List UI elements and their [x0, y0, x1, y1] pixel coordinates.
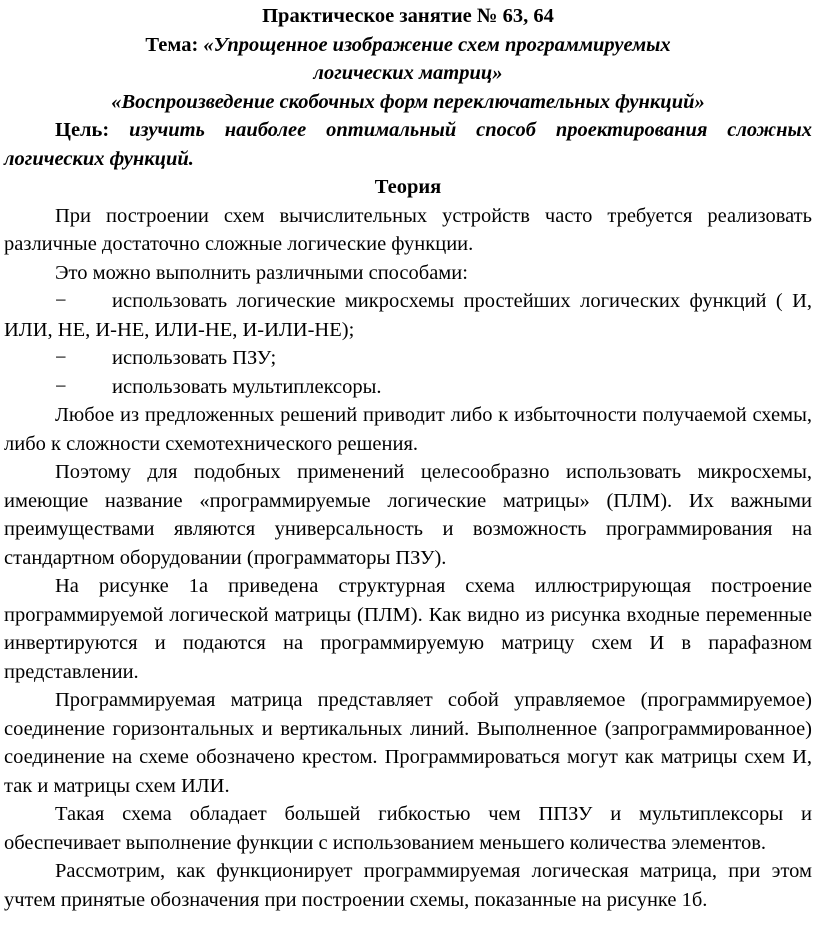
topic-label: Тема:	[145, 33, 204, 56]
list-item-text: использовать ПЗУ;	[112, 347, 277, 369]
dash-bullet: −	[55, 347, 67, 369]
list-item	[4, 287, 812, 344]
methods-list	[4, 287, 812, 401]
paragraph-4: Поэтому для подобных применений целесообразно использовать микросхемы, имеющие название «программируемые логические матрицы» (ПЛМ). Их важными преимуществами являются универсальность и возможность программирования на стандартном оборудовании (программаторы ПЗУ).	[4, 461, 812, 569]
list-item-text: использовать мультиплексоры.	[112, 375, 382, 398]
topic-line-3: «Воспроизведение скобочных форм переключательных функций»	[111, 90, 705, 113]
theory-heading: Теория	[374, 176, 442, 198]
paragraph-3: Любое из предложенных решений приводит либо к избыточности получаемой схемы, либо к сложности схемотехнического решения.	[4, 404, 812, 455]
list-item	[4, 373, 812, 402]
goal-label: Цель:	[55, 119, 110, 141]
paragraph-1: При построении схем вычислительных устройств часто требуется реализовать различные достаточно сложные логические функции.	[4, 204, 812, 255]
topic-line-1: «Упрощенное изображение схем программируемых	[203, 33, 671, 56]
goal-text: изучить наиболее оптимальный способ проектирования сложных логических функций.	[4, 119, 813, 170]
paragraph-8: Рассмотрим, как функционирует программируемая логическая матрица, при этом учтем принятые обозначения при построении схемы, показанные на рисунке 1б.	[4, 860, 812, 911]
paragraph-2: Это можно выполнить различными способами:	[55, 261, 468, 284]
topic-heading	[4, 31, 812, 60]
list-item	[4, 344, 812, 373]
goal-paragraph	[4, 116, 812, 173]
topic-line-2: логических матриц»	[313, 62, 503, 84]
document-title: Практическое занятие № 63, 64	[262, 5, 554, 27]
paragraph-6: Программируемая матрица представляет собой управляемое (программируемое) соединение горизонтальных и вертикальных линий. Выполненное (запрограммированное) соединение на схеме обозначено крестом. Программироваться могут как матрицы схем И, так и матрицы схем ИЛИ.	[4, 689, 812, 797]
dash-bullet: −	[55, 375, 67, 398]
paragraph-7: Такая схема обладает большей гибкостью чем ППЗУ и мультиплексоры и обеспечивает выполнение функции с использованием меньшего количества элементов.	[4, 803, 812, 854]
paragraph-5: На рисунке 1а приведена структурная схема иллюстрирующая построение программируемой логической матрицы (ПЛМ). Как видно из рисунка входные переменные инвертируются и подаются на программируемую матрицу схем И в парафазном представлении.	[4, 575, 812, 683]
dash-bullet: −	[55, 290, 67, 312]
list-item-text: использовать логические микросхемы простейших логических функций ( И, ИЛИ, НЕ, И-НЕ, ИЛИ-НЕ, И-ИЛИ-НЕ);	[4, 290, 812, 341]
